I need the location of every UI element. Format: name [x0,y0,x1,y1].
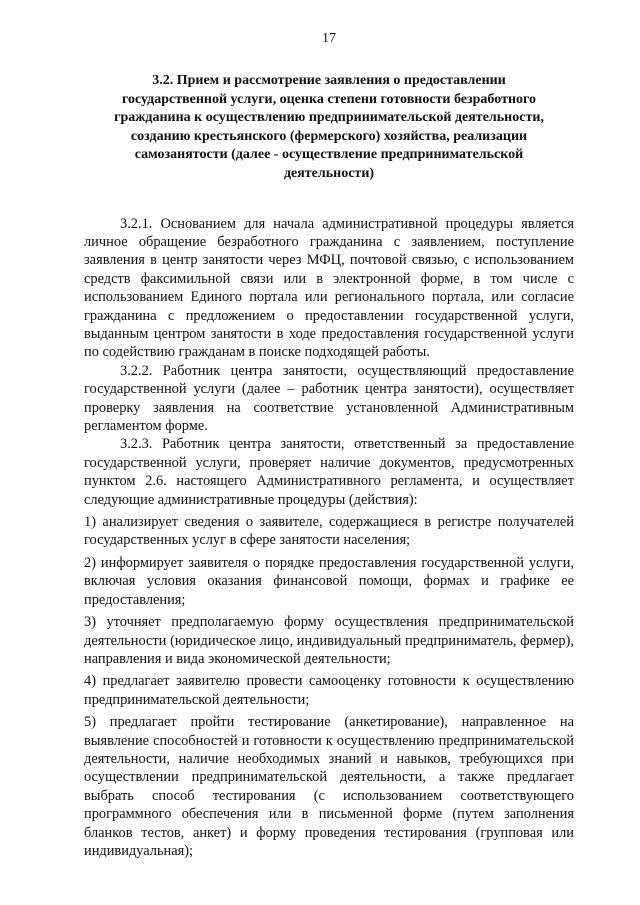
section-heading-line: государственной услуги, оценка степени готовности безработного [121,91,537,107]
page-number: 17 [322,31,336,46]
paragraph-3-2-1: 3.2.1. Основанием для начала административной процедуры является личное обращение безработного гражданина с заявлением, поступление заявления в центр занятости через МФЦ, почтовой связью, с использованием средств факсимильной связи или в электронной форме, в том числе с использованием Единого портала или регионального портала, или согласие гражданина с предложением о предоставлении государственной услуги, выданным центром занятости в ходе предоставления государственной услуги по содействию гражданам в поиске подходящей работы. [84,215,574,361]
list-item: 2) информирует заявителя о порядке предоставления государственной услуги, включая условия оказания финансовой помощи, формах и графике ее предоставления; [84,554,574,608]
section-heading [84,72,574,184]
section-heading-line: самозанятости (далее - осуществление предпринимательской [134,147,524,163]
paragraph-3-2-3: 3.2.3. Работник центра занятости, ответственный за предоставление государственной услуги, проверяет наличие документов, предусмотренных пунктом 2.6. настоящего Административного регламента, и осуществляет следующие административные процедуры (действия): [84,436,574,508]
paragraph-3-2-2: 3.2.2. Работник центра занятости, осуществляющий предоставление государственной услуги (далее – работник центра занятости), осуществляет проверку заявления на соответствие установленной Административным регламентом форме. [84,362,574,435]
list-item: 4) предлагает заявителю провести самооценку готовности к осуществлению предпринимательской деятельности; [84,673,574,708]
list-item: 5) предлагает пройти тестирование (анкетирование), направленное на выявление способностей и готовности к осуществлению предпринимательской деятельности, наличие необходимых знаний и навыков, требующихся при осуществлении предпринимательской деятельности, а также предлагает выбрать способ тестирования (с использованием соответствующего программного обеспечения или в письменной форме (путем заполнения бланков тестов, анкет) и форму проведения тестирования (групповая или индивидуальная); [84,714,574,859]
section-heading-line: созданию крестьянского (фермерского) хозяйства, реализации [130,128,528,144]
list-item: 3) уточняет предполагаемую форму осуществления предпринимательской деятельности (юридическое лицо, индивидуальный предприниматель, фермер), направления и вида экономической деятельности; [84,614,574,667]
section-heading-line: гражданина к осуществлению предпринимательской деятельности, [114,110,544,126]
section-heading-line: деятельности) [283,165,375,181]
list-item: 1) анализирует сведения о заявителе, содержащиеся в регистре получателей государственных услуг в сфере занятости населения; [84,514,574,549]
section-heading-line: 3.2. Прием и рассмотрение заявления о предоставлении [152,73,506,88]
